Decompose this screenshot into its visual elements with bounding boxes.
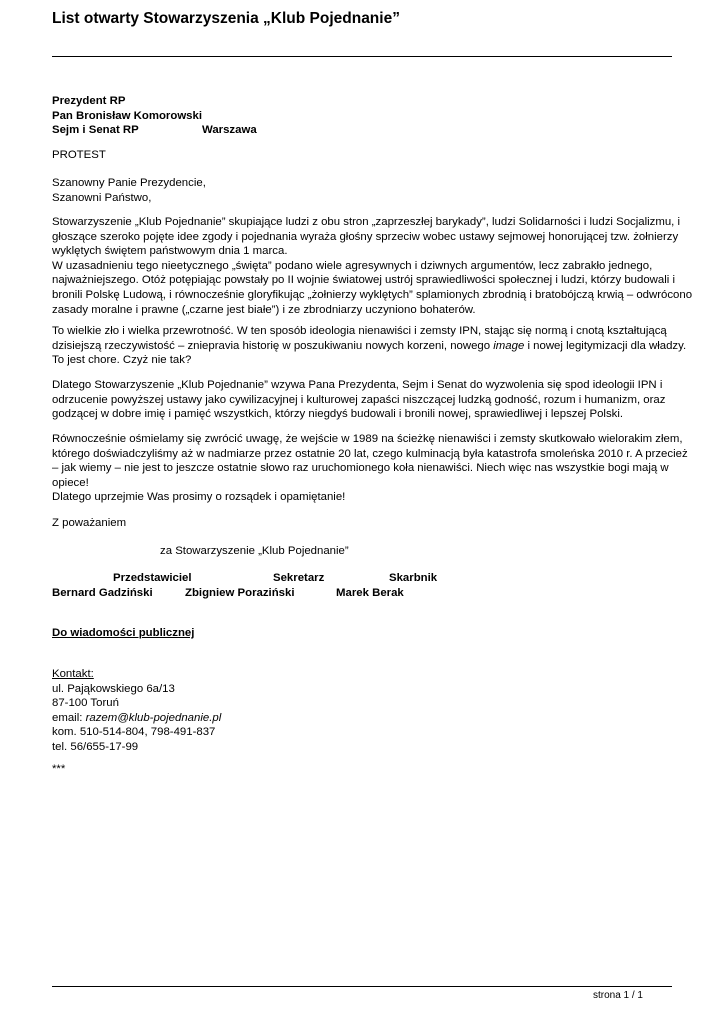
paragraph-1-line: Stowarzyszenie „Klub Pojednanie” skupiające ludzi z obu stron „zaprzeszłej barykady”, ludzi Solidarności i ludzi Socjalizmu, i [52, 216, 681, 228]
public-notice: Do wiadomości publicznej [52, 627, 195, 639]
paragraph-2-line [52, 339, 687, 354]
salutation-line-1: Szanowny Panie Prezydencie, [52, 177, 206, 189]
contact-phone: tel. 56/655-17-99 [52, 740, 139, 753]
paragraph-2-line-2-start: dzisiejszą rzeczywistość – zniepravia historię w poszukiwaniu nowych korzeni, nowego [52, 339, 494, 352]
document-title: List otwarty Stowarzyszenia „Klub Pojednanie” [52, 10, 400, 27]
contact-heading: Kontakt: [52, 668, 94, 680]
contact-email-line [52, 711, 672, 726]
contact-street: ul. Pająkowskiego 6a/13 [52, 682, 175, 695]
addressee-line-1: Prezydent RP [52, 95, 126, 107]
signatory-role: Przedstawiciel [113, 572, 192, 584]
signatory-role: Sekretarz [273, 572, 325, 584]
closing: Z poważaniem [52, 517, 127, 529]
paragraph-4-line: – jak wiemy – nie jest to jeszcze ostatnie słowo raz uruchomionego koła nienawiści. Niech więc nas wszystkie bogi mają w [52, 462, 669, 475]
paragraph-1 [52, 215, 693, 317]
addressee-line-2: Pan Bronisław Komorowski [52, 109, 203, 122]
paragraph-1-line: wyklętych świętem państwowym dnia 1 marca. [52, 245, 288, 258]
paragraph-4 [52, 432, 688, 505]
paragraph-1-line: W uzasadnieniu tego nieetycznego „święta” podano wiele agresywnych i dziwnych argumentów, lecz zabrakło jednego, [52, 259, 653, 272]
contact-city: 87-100 Toruń [52, 697, 119, 710]
salutation-line-2: Szanowni Państwo, [52, 191, 152, 204]
addressee-block [52, 94, 672, 138]
salutation-block [52, 176, 672, 205]
paragraph-1-line: najważniejszego. Otóż potępiając powstały po II wojnie światowej ustrój sprawiedliwości społecznej i ludzi, którzy budowali i [52, 274, 675, 287]
paragraph-3-line: godzącej w dobre imię i pamięć wszystkich, którzy niegdyś budowali i bronili nowej, sprawiedliwej i lepszej Polski. [52, 408, 624, 421]
signatory-role: Skarbnik [389, 572, 438, 584]
protest-heading: PROTEST [52, 149, 106, 161]
contact-block [52, 667, 672, 755]
addressee-line-3: Sejm i Senat RP [52, 124, 139, 137]
signatories-block [52, 571, 672, 600]
paragraph-1-line: zasady moralne i prawne („czarne jest białe”) i ze zbrodniarzy uczyniono bohaterów. [52, 303, 476, 316]
paragraph-3-line: Dlatego Stowarzyszenie „Klub Pojednanie” wzywa Pana Prezydenta, Sejm i Senat do wyzwolenia się spod ideologii IPN i [52, 379, 663, 391]
paragraph-1-line: bronili Polskę Ludową, i równocześnie gloryfikując „żołnierzy wyklętych” splamionych zbrodnią i bratobójczą krwią – odwrócono [52, 288, 693, 301]
header-divider [52, 56, 672, 57]
contact-mobile: kom. 510-514-804, 798-491-837 [52, 726, 216, 739]
paragraph-4-line: Dlatego uprzejmie Was prosimy o rozsądek i opamiętanie! [52, 491, 346, 504]
addressee-city: Warszawa [202, 124, 257, 137]
paragraph-2-line: To wielkie zło i wielka przewrotność. W ten sposób ideologia nienawiści i zemsty IPN, stając się normą i cnotą kształtującą [52, 325, 667, 337]
contact-email-label: email: [52, 711, 86, 724]
paragraph-2-italic-word: image [493, 339, 525, 352]
signatory-name: Zbigniew Poraziński [185, 586, 295, 599]
paragraph-4-line: opiece! [52, 476, 89, 489]
contact-email-link[interactable]: razem@klub-pojednanie.pl [85, 711, 222, 724]
end-mark: *** [52, 763, 66, 775]
paragraph-4-line: Równocześnie ośmielamy się zwrócić uwagę, że wejście w 1989 na ścieżkę nienawiści i zemsty skutkowało wielorakim złem, [52, 433, 683, 445]
signatory-name: Bernard Gadziński [52, 586, 153, 599]
page-number: strona 1 / 1 [592, 990, 643, 1001]
addressee-line-3-row [52, 123, 672, 138]
on-behalf-line: za Stowarzyszenie „Klub Pojednanie” [160, 545, 349, 557]
paragraph-2 [52, 324, 687, 368]
paragraph-2-line: To jest chore. Czyż nie tak? [52, 354, 192, 367]
paragraph-3 [52, 378, 672, 422]
signatory-names-row [52, 586, 672, 601]
paragraph-3-line: odrzucenie powyższej ustawy jako cywilizacyjnej i kulturowej zapaści niszczącej ludzką godność, rozum i humanizm, oraz [52, 393, 666, 406]
paragraph-4-line: którego doświadczyliśmy aż w nadmiarze przez ostatnie 20 lat, czego kulminacją była katastrofa smoleńska 2010 r. A przecież [52, 447, 688, 460]
signatory-name: Marek Berak [336, 586, 404, 599]
paragraph-2-line-2-end: i nowej legitymizacji dla władzy. [524, 339, 687, 352]
footer-divider [52, 986, 672, 987]
signatory-roles-row [52, 571, 672, 586]
paragraph-1-line: głoszące szeroko pojęte idee zgody i pojednania wyraża głośny sprzeciw wobec ustawy sejmowej honorującej tzw. żołnierzy [52, 230, 679, 243]
